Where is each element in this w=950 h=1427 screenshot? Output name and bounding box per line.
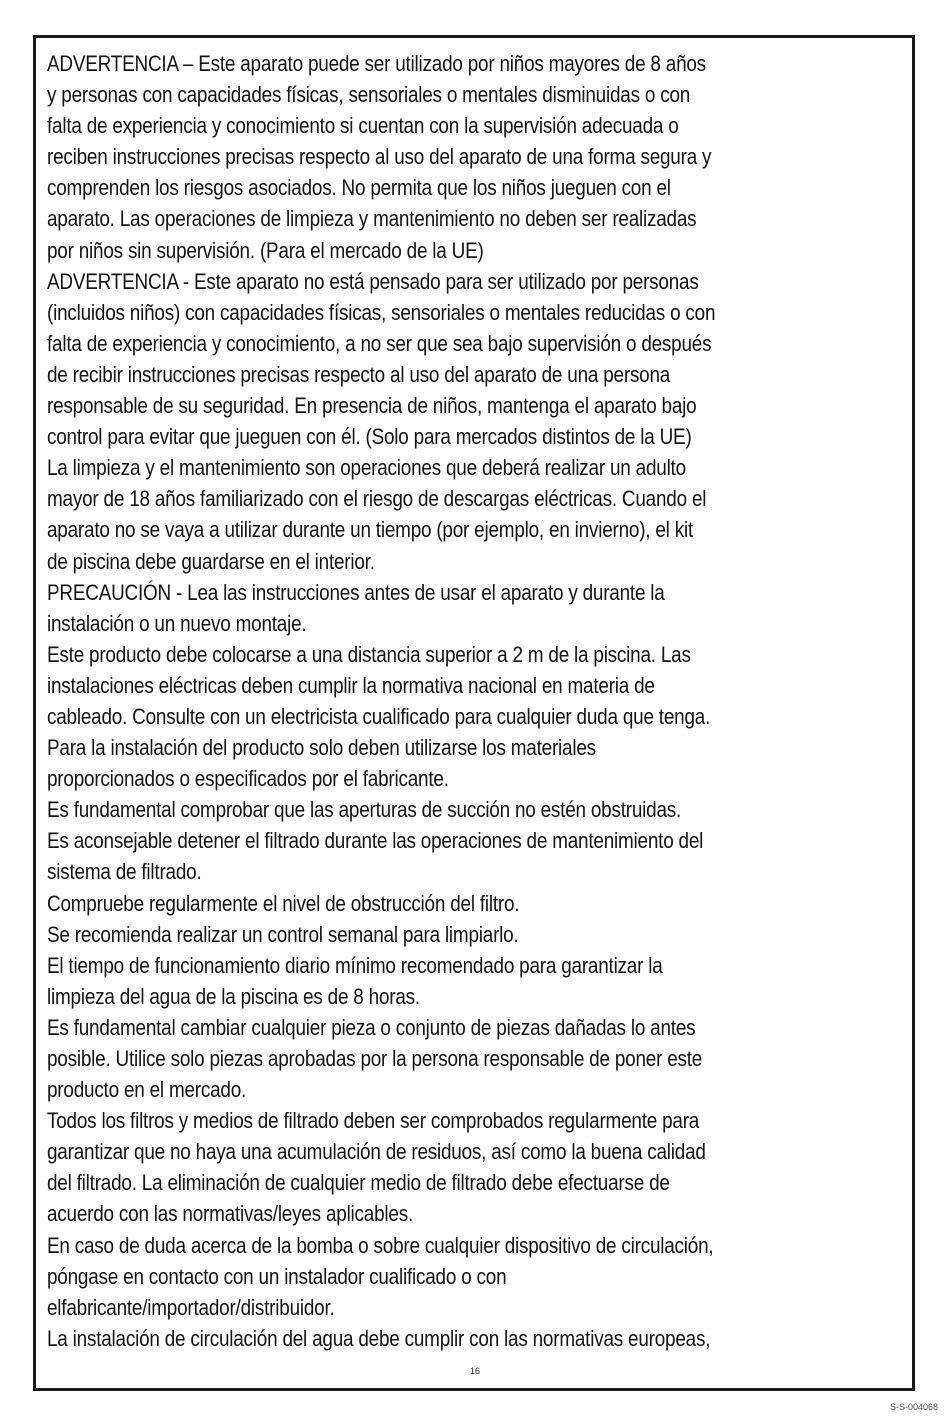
text-line: sistema de filtrado. [47, 859, 202, 885]
text-line: Todos los filtros y medios de filtrado deben ser comprobados regularmente para [47, 1108, 700, 1134]
text-line: posible. Utilice solo piezas aprobadas por la persona responsable de poner este [47, 1046, 703, 1071]
text-line: y personas con capacidades físicas, sensoriales o mentales disminuidas o con [47, 82, 691, 108]
text-line: cableado. Consulte con un electricista cualificado para cualquier duda que tenga. [47, 703, 711, 729]
text-line: ADVERTENCIA – Este aparato puede ser utilizado por niños mayores de 8 años [47, 51, 706, 76]
page-number: 16 [469, 1366, 480, 1376]
text-line: de recibir instrucciones precisas respecto al uso del aparato de una persona [47, 361, 671, 387]
text-line: Es fundamental comprobar que las aperturas de succión no estén obstruidas. [47, 797, 682, 823]
text-line: aparato. Las operaciones de limpieza y mantenimiento no deben ser realizadas [47, 206, 697, 232]
text-line: responsable de su seguridad. En presencia de niños, mantenga el aparato bajo [47, 393, 697, 419]
text-line: póngase en contacto con un instalador cualificado o con [47, 1263, 507, 1289]
text-line: La limpieza y el mantenimiento son operaciones que deberá realizar un adulto [47, 455, 686, 481]
text-line: mayor de 18 años familiarizado con el riesgo de descargas eléctricas. Cuando el [47, 486, 707, 512]
text-line: Para la instalación del producto solo deben utilizarse los materiales [47, 735, 596, 761]
text-line: PRECAUCIÓN - Lea las instrucciones antes de usar el aparato y durante la [47, 579, 665, 605]
text-line: instalaciones eléctricas deben cumplir la normativa nacional en materia de [47, 672, 655, 698]
document-body [47, 48, 907, 1354]
text-line: limpieza del agua de la piscina es de 8 horas. [47, 983, 420, 1009]
text-line: por niños sin supervisión. (Para el mercado de la UE) [47, 237, 484, 263]
text-line: Es aconsejable detener el filtrado durante las operaciones de mantenimiento del [47, 828, 704, 854]
text-line: Compruebe regularmente el nivel de obstrucción del filtro. [47, 890, 520, 916]
text-line: Este producto debe colocarse a una distancia superior a 2 m de la piscina. Las [47, 641, 691, 667]
text-line: del filtrado. La eliminación de cualquier medio de filtrado debe efectuarse de [47, 1170, 670, 1196]
text-line: elfabricante/importador/distribuidor. [47, 1294, 335, 1320]
text-line: falta de experiencia y conocimiento si cuentan con la supervisión adecuada o [47, 113, 679, 139]
text-line: instalación o un nuevo montaje. [47, 610, 307, 636]
text-line: Se recomienda realizar un control semanal para limpiarlo. [47, 921, 519, 947]
text-line: falta de experiencia y conocimiento, a no ser que sea bajo supervisión o después [47, 330, 712, 356]
text-line: El tiempo de funcionamiento diario mínimo recomendado para garantizar la [47, 952, 663, 978]
text-line: proporcionados o especificados por el fabricante. [47, 766, 449, 792]
text-line: (incluidos niños) con capacidades físicas, sensoriales o mentales reducidas o con [47, 299, 716, 325]
text-line: reciben instrucciones precisas respecto al uso del aparato de una forma segura y [47, 144, 712, 170]
text-line: de piscina debe guardarse en el interior. [47, 548, 375, 574]
document-code: S-S-004068 [889, 1402, 938, 1412]
text-line: comprenden los riesgos asociados. No permita que los niños jueguen con el [47, 175, 671, 201]
text-line: acuerdo con las normativas/leyes aplicables. [47, 1201, 413, 1227]
text-line: control para evitar que jueguen con él. (Solo para mercados distintos de la UE) [47, 424, 692, 450]
text-line: garantizar que no haya una acumulación de residuos, así como la buena calidad [47, 1139, 706, 1165]
text-line: Es fundamental cambiar cualquier pieza o conjunto de piezas dañadas lo antes [47, 1014, 696, 1040]
text-line: En caso de duda acerca de la bomba o sobre cualquier dispositivo de circulación, [47, 1232, 714, 1258]
text-line: La instalación de circulación del agua debe cumplir con las normativas europeas, [47, 1325, 711, 1351]
text-line: aparato no se vaya a utilizar durante un tiempo (por ejemplo, en invierno), el kit [47, 517, 693, 543]
text-line: producto en el mercado. [47, 1077, 247, 1103]
text-line: ADVERTENCIA - Este aparato no está pensado para ser utilizado por personas [47, 268, 699, 294]
